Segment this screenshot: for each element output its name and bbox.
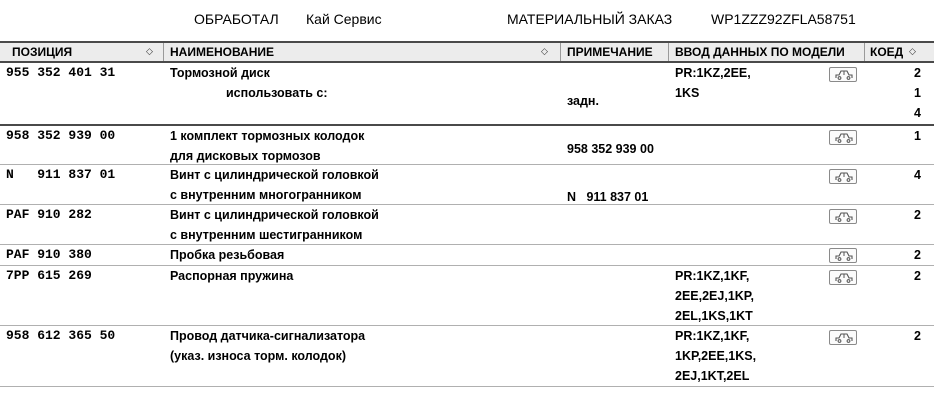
part-name: Пробка резьбовая	[170, 248, 285, 262]
part-note: 958 352 939 00	[567, 142, 654, 156]
model-codes: 1KS	[675, 86, 700, 100]
part-qty: 4	[914, 106, 921, 120]
part-qty: 2	[914, 208, 921, 222]
car-info-button[interactable]	[829, 130, 857, 145]
part-name: Тормозной диск	[170, 66, 270, 80]
part-qty: 2	[914, 248, 921, 262]
part-number: 958 352 939 00	[6, 128, 116, 143]
table-row[interactable]	[0, 266, 934, 326]
sort-diamond-icon[interactable]: ◇	[541, 46, 548, 56]
model-codes: 2EJ,1KT,2EL	[675, 369, 750, 383]
part-name: с внутренним шестигранником	[170, 228, 363, 242]
table-row[interactable]	[0, 205, 934, 245]
column-header-model-input[interactable]: ВВОД ДАННЫХ ПО МОДЕЛИ	[675, 45, 845, 59]
part-name: использовать с:	[226, 86, 328, 100]
column-header-position[interactable]: ПОЗИЦИЯ	[12, 45, 73, 59]
part-name: Винт с цилиндрической головкой	[170, 208, 379, 222]
column-divider[interactable]	[163, 43, 164, 61]
part-name: Провод датчика-сигнализатора	[170, 329, 366, 343]
model-codes: 2EE,2EJ,1KP,	[675, 289, 754, 303]
part-number: N 911 837 01	[6, 167, 116, 182]
top-info-bar	[0, 0, 934, 40]
car-info-icon	[835, 211, 853, 222]
part-name: 1 комплект тормозных колодок	[170, 129, 365, 143]
column-header-name[interactable]: НАИМЕНОВАНИЕ	[170, 45, 274, 59]
part-name: Распорная пружина	[170, 269, 294, 283]
column-divider[interactable]	[668, 43, 669, 61]
part-qty: 1	[914, 129, 921, 143]
vin-number: WP1ZZZ92ZFLA58751	[711, 11, 856, 27]
car-info-button[interactable]	[829, 67, 857, 82]
part-number: 958 612 365 50	[6, 328, 116, 343]
material-order-label: МАТЕРИАЛЬНЫЙ ЗАКАЗ	[507, 11, 673, 27]
car-info-icon	[835, 250, 853, 261]
sort-diamond-icon[interactable]: ◇	[909, 46, 916, 56]
part-number: PAF 910 380	[6, 247, 92, 262]
car-info-icon	[835, 69, 853, 80]
part-qty: 1	[914, 86, 921, 100]
part-qty: 2	[914, 329, 921, 343]
car-info-button[interactable]	[829, 169, 857, 184]
table-row[interactable]	[0, 165, 934, 205]
model-codes: PR:1KZ,2EE,	[675, 66, 751, 80]
part-name: (указ. износа торм. колодок)	[170, 349, 346, 363]
car-info-button[interactable]	[829, 270, 857, 285]
part-note: N 911 837 01	[567, 190, 649, 204]
part-note: задн.	[567, 94, 599, 108]
car-info-button[interactable]	[829, 209, 857, 224]
column-header-note[interactable]: ПРИМЕЧАНИЕ	[567, 45, 653, 59]
part-qty: 2	[914, 66, 921, 80]
model-codes: PR:1KZ,1KF,	[675, 269, 750, 283]
part-qty: 4	[914, 168, 921, 182]
car-info-icon	[835, 332, 853, 343]
table-header	[0, 41, 934, 63]
part-name: Винт с цилиндрической головкой	[170, 168, 379, 182]
part-number: 7PP 615 269	[6, 268, 92, 283]
table-row[interactable]	[0, 126, 934, 165]
processed-user: Кай Сервис	[306, 11, 382, 27]
part-name: для дисковых тормозов	[170, 149, 321, 163]
sort-diamond-icon[interactable]: ◇	[146, 46, 153, 56]
car-info-button[interactable]	[829, 330, 857, 345]
model-codes: 2EL,1KS,1KT	[675, 309, 753, 323]
model-codes: 1KP,2EE,1KS,	[675, 349, 757, 363]
car-info-icon	[835, 171, 853, 182]
car-info-button[interactable]	[829, 248, 857, 263]
column-header-qty[interactable]: КОЕД	[870, 45, 904, 59]
part-number: PAF 910 282	[6, 207, 92, 222]
parts-table	[0, 63, 934, 387]
part-qty: 2	[914, 269, 921, 283]
table-row[interactable]	[0, 245, 934, 266]
column-divider[interactable]	[864, 43, 865, 61]
part-name: с внутренним многогранником	[170, 188, 362, 202]
part-number: 955 352 401 31	[6, 65, 116, 80]
car-info-icon	[835, 272, 853, 283]
column-divider[interactable]	[560, 43, 561, 61]
model-codes: PR:1KZ,1KF,	[675, 329, 750, 343]
processed-label: ОБРАБОТАЛ	[194, 11, 279, 27]
car-info-icon	[835, 132, 853, 143]
table-row[interactable]	[0, 326, 934, 387]
